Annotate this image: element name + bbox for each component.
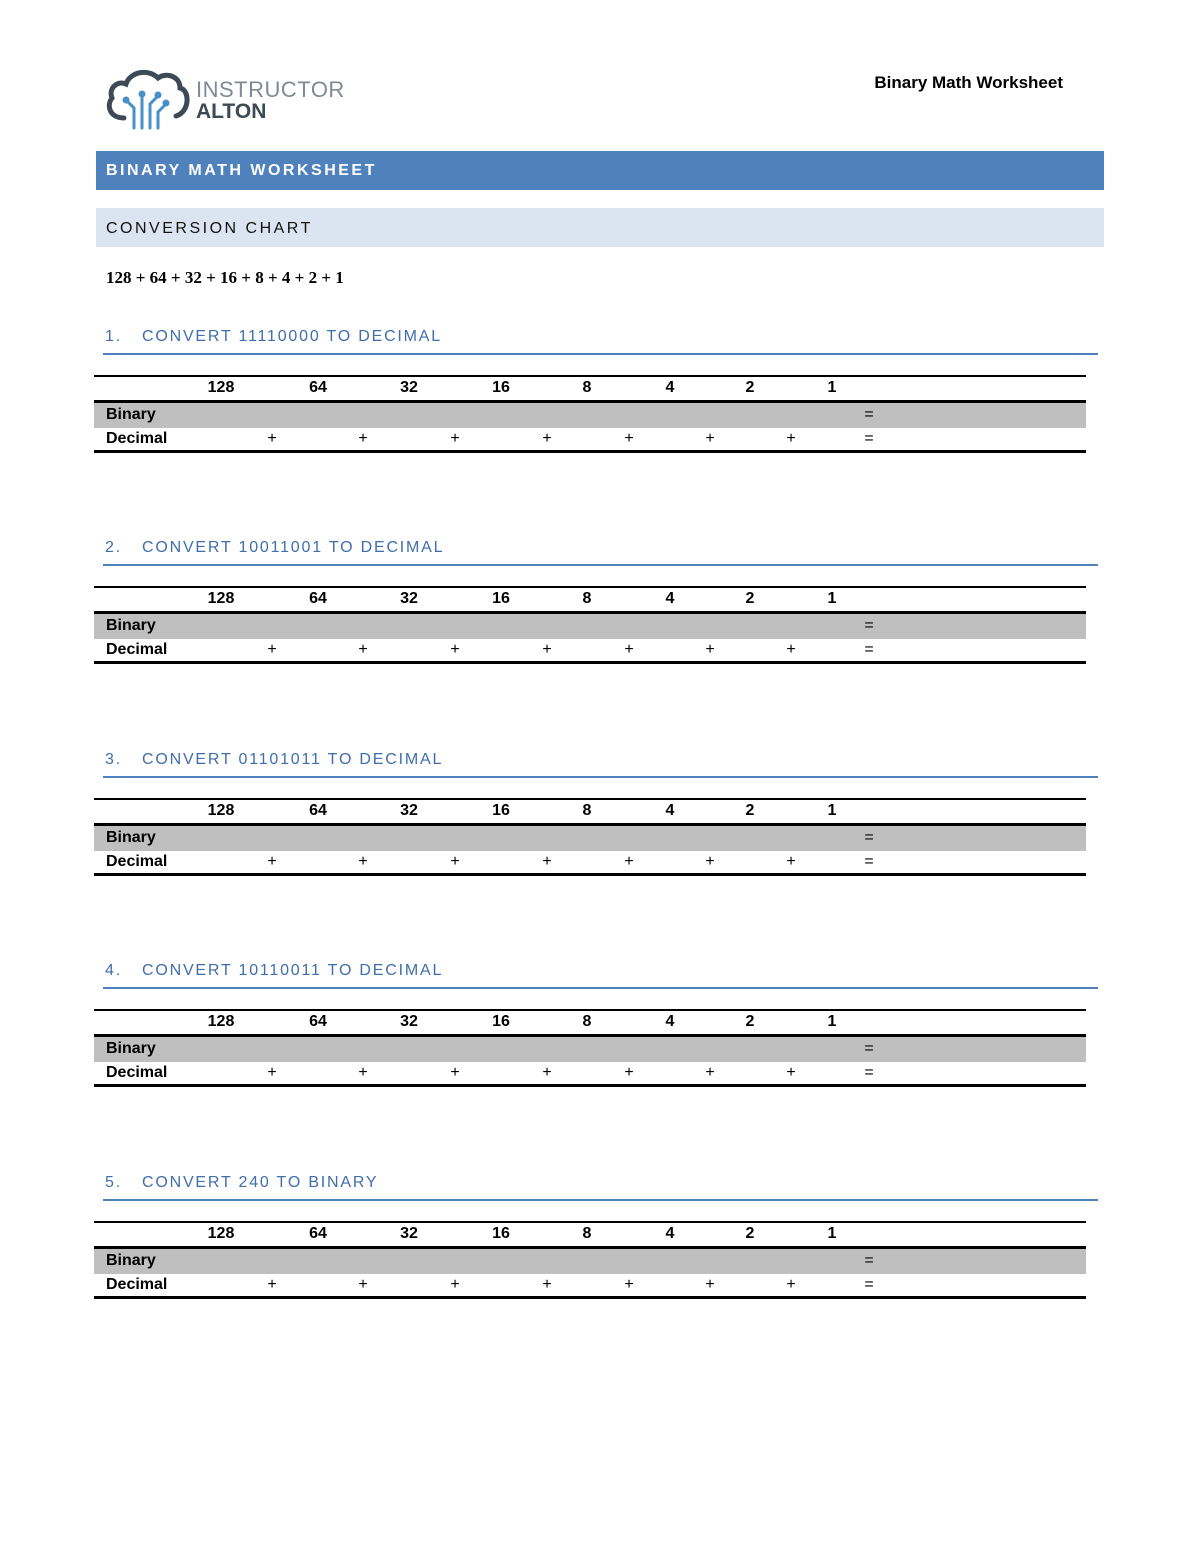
table-bottom-rule bbox=[94, 1084, 1086, 1087]
plus-sign: + bbox=[450, 1276, 460, 1293]
column-header: 4 bbox=[665, 1013, 675, 1030]
exercise-heading bbox=[105, 751, 443, 769]
plus-sign: + bbox=[624, 1276, 634, 1293]
decimal-equals-sign: = bbox=[864, 430, 874, 447]
column-header: 32 bbox=[400, 802, 418, 819]
column-header: 16 bbox=[492, 1225, 510, 1242]
exercise-section bbox=[0, 1174, 1200, 1334]
decimal-row-label: Decimal bbox=[106, 853, 168, 870]
plus-sign: + bbox=[705, 1064, 715, 1081]
column-header: 128 bbox=[207, 379, 235, 396]
plus-sign: + bbox=[542, 1276, 552, 1293]
decimal-row-label: Decimal bbox=[106, 641, 168, 658]
logo-text-alton: ALTON bbox=[196, 100, 267, 123]
heading-underline bbox=[103, 987, 1098, 989]
exercise-number: 3. bbox=[105, 751, 122, 768]
table-top-rule bbox=[94, 586, 1086, 588]
column-header: 64 bbox=[309, 590, 327, 607]
table-top-rule bbox=[94, 1009, 1086, 1011]
plus-sign: + bbox=[705, 641, 715, 658]
plus-sign: + bbox=[267, 641, 277, 658]
plus-sign: + bbox=[267, 1276, 277, 1293]
logo bbox=[104, 68, 345, 130]
column-header: 2 bbox=[745, 1225, 755, 1242]
column-header: 2 bbox=[745, 1013, 755, 1030]
cloud-circuit-icon bbox=[104, 68, 190, 130]
binary-row-label: Binary bbox=[106, 1040, 156, 1057]
plus-sign: + bbox=[786, 1064, 796, 1081]
exercise-title: CONVERT 01101011 TO DECIMAL bbox=[142, 751, 444, 768]
plus-sign: + bbox=[542, 641, 552, 658]
binary-equals-sign: = bbox=[864, 406, 874, 423]
decimal-equals-sign: = bbox=[864, 1276, 874, 1293]
decimal-equals-sign: = bbox=[864, 853, 874, 870]
conversion-chart-banner: CONVERSION CHART bbox=[96, 208, 1104, 247]
binary-row-fill bbox=[94, 826, 1086, 851]
column-header: 64 bbox=[309, 1225, 327, 1242]
exercise-heading bbox=[105, 328, 442, 346]
column-header: 16 bbox=[492, 590, 510, 607]
conversion-table bbox=[94, 375, 1086, 453]
table-header-rule bbox=[94, 1034, 1086, 1037]
binary-row-fill bbox=[94, 1249, 1086, 1274]
logo-text-instructor: INSTRUCTOR bbox=[196, 77, 345, 102]
plus-sign: + bbox=[624, 1064, 634, 1081]
exercise-number: 4. bbox=[105, 962, 122, 979]
table-bottom-rule bbox=[94, 873, 1086, 876]
conversion-table bbox=[94, 798, 1086, 876]
binary-row-fill bbox=[94, 614, 1086, 639]
exercise-section bbox=[0, 962, 1200, 1122]
column-header: 8 bbox=[582, 1013, 592, 1030]
binary-row-fill bbox=[94, 403, 1086, 428]
plus-sign: + bbox=[786, 853, 796, 870]
decimal-equals-sign: = bbox=[864, 641, 874, 658]
plus-sign: + bbox=[542, 853, 552, 870]
table-bottom-rule bbox=[94, 450, 1086, 453]
column-header: 1 bbox=[827, 379, 837, 396]
plus-sign: + bbox=[705, 853, 715, 870]
plus-sign: + bbox=[786, 1276, 796, 1293]
column-header: 128 bbox=[207, 1013, 235, 1030]
column-header: 8 bbox=[582, 379, 592, 396]
exercise-number: 2. bbox=[105, 539, 122, 556]
document-title: Binary Math Worksheet bbox=[874, 73, 1063, 92]
table-header-rule bbox=[94, 400, 1086, 403]
conversion-table bbox=[94, 586, 1086, 664]
decimal-row-label: Decimal bbox=[106, 1276, 168, 1293]
column-header: 4 bbox=[665, 379, 675, 396]
plus-sign: + bbox=[624, 853, 634, 870]
exercise-heading bbox=[105, 962, 443, 980]
binary-row-label: Binary bbox=[106, 406, 156, 423]
column-header: 2 bbox=[745, 379, 755, 396]
plus-sign: + bbox=[358, 1276, 368, 1293]
binary-equals-sign: = bbox=[864, 1252, 874, 1269]
plus-sign: + bbox=[450, 430, 460, 447]
column-header: 128 bbox=[207, 590, 235, 607]
column-header: 16 bbox=[492, 1013, 510, 1030]
column-header: 4 bbox=[665, 590, 675, 607]
column-header: 2 bbox=[745, 590, 755, 607]
exercise-number: 5. bbox=[105, 1174, 122, 1191]
column-header: 4 bbox=[665, 802, 675, 819]
column-header: 64 bbox=[309, 1013, 327, 1030]
exercise-title: CONVERT 10110011 TO DECIMAL bbox=[142, 962, 444, 979]
heading-underline bbox=[103, 353, 1098, 355]
plus-sign: + bbox=[705, 430, 715, 447]
column-header: 1 bbox=[827, 1225, 837, 1242]
heading-underline bbox=[103, 776, 1098, 778]
table-header-rule bbox=[94, 823, 1086, 826]
conversion-table bbox=[94, 1221, 1086, 1299]
column-header: 128 bbox=[207, 1225, 235, 1242]
plus-sign: + bbox=[786, 430, 796, 447]
worksheet-banner: BINARY MATH WORKSHEET bbox=[96, 151, 1104, 190]
exercise-section bbox=[0, 328, 1200, 488]
plus-sign: + bbox=[358, 641, 368, 658]
column-header: 32 bbox=[400, 590, 418, 607]
column-header: 8 bbox=[582, 590, 592, 607]
plus-sign: + bbox=[267, 1064, 277, 1081]
conversion-table bbox=[94, 1009, 1086, 1087]
binary-row-label: Binary bbox=[106, 829, 156, 846]
exercise-heading bbox=[105, 539, 444, 557]
exercise-heading bbox=[105, 1174, 378, 1192]
table-header-rule bbox=[94, 611, 1086, 614]
decimal-row-label: Decimal bbox=[106, 430, 168, 447]
exercise-title: CONVERT 11110000 TO DECIMAL bbox=[142, 328, 442, 345]
decimal-row-label: Decimal bbox=[106, 1064, 168, 1081]
plus-sign: + bbox=[786, 641, 796, 658]
plus-sign: + bbox=[624, 430, 634, 447]
table-header-rule bbox=[94, 1246, 1086, 1249]
plus-sign: + bbox=[450, 1064, 460, 1081]
column-header: 32 bbox=[400, 379, 418, 396]
table-bottom-rule bbox=[94, 1296, 1086, 1299]
plus-sign: + bbox=[358, 853, 368, 870]
plus-sign: + bbox=[705, 1276, 715, 1293]
binary-equals-sign: = bbox=[864, 829, 874, 846]
table-top-rule bbox=[94, 798, 1086, 800]
column-header: 128 bbox=[207, 802, 235, 819]
exercise-section bbox=[0, 539, 1200, 699]
column-header: 8 bbox=[582, 1225, 592, 1242]
plus-sign: + bbox=[624, 641, 634, 658]
exercise-section bbox=[0, 751, 1200, 911]
decimal-equals-sign: = bbox=[864, 1064, 874, 1081]
exercise-title: CONVERT 10011001 TO DECIMAL bbox=[142, 539, 445, 556]
column-header: 16 bbox=[492, 379, 510, 396]
column-header: 1 bbox=[827, 802, 837, 819]
binary-row-label: Binary bbox=[106, 617, 156, 634]
conversion-formula: 128 + 64 + 32 + 16 + 8 + 4 + 2 + 1 bbox=[106, 268, 344, 287]
column-header: 16 bbox=[492, 802, 510, 819]
table-top-rule bbox=[94, 1221, 1086, 1223]
column-header: 1 bbox=[827, 1013, 837, 1030]
binary-row-fill bbox=[94, 1037, 1086, 1062]
heading-underline bbox=[103, 1199, 1098, 1201]
table-top-rule bbox=[94, 375, 1086, 377]
plus-sign: + bbox=[542, 1064, 552, 1081]
column-header: 64 bbox=[309, 379, 327, 396]
column-header: 64 bbox=[309, 802, 327, 819]
column-header: 8 bbox=[582, 802, 592, 819]
plus-sign: + bbox=[358, 1064, 368, 1081]
plus-sign: + bbox=[450, 853, 460, 870]
plus-sign: + bbox=[358, 430, 368, 447]
table-bottom-rule bbox=[94, 661, 1086, 664]
plus-sign: + bbox=[450, 641, 460, 658]
column-header: 32 bbox=[400, 1225, 418, 1242]
exercise-title: CONVERT 240 TO BINARY bbox=[142, 1174, 379, 1191]
column-header: 2 bbox=[745, 802, 755, 819]
exercise-number: 1. bbox=[105, 328, 122, 345]
plus-sign: + bbox=[267, 853, 277, 870]
heading-underline bbox=[103, 564, 1098, 566]
column-header: 32 bbox=[400, 1013, 418, 1030]
column-header: 1 bbox=[827, 590, 837, 607]
binary-equals-sign: = bbox=[864, 617, 874, 634]
binary-row-label: Binary bbox=[106, 1252, 156, 1269]
column-header: 4 bbox=[665, 1225, 675, 1242]
plus-sign: + bbox=[542, 430, 552, 447]
binary-equals-sign: = bbox=[864, 1040, 874, 1057]
plus-sign: + bbox=[267, 430, 277, 447]
